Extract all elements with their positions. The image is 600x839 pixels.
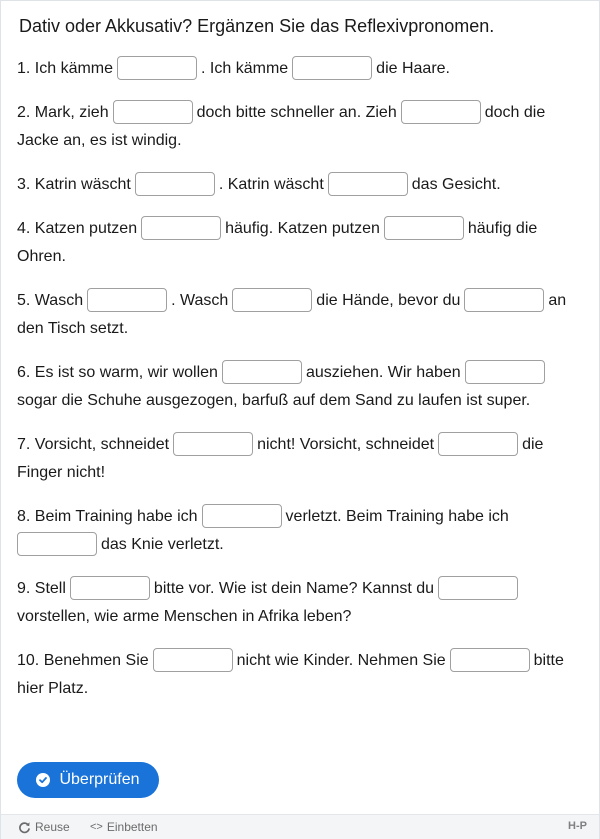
embed-button[interactable] <box>90 820 158 834</box>
question-text: 8. Beim Training habe ich <box>17 508 198 525</box>
answer-input[interactable] <box>222 360 302 384</box>
answer-input[interactable] <box>328 172 408 196</box>
answer-input[interactable] <box>135 172 215 196</box>
answer-input[interactable] <box>173 432 253 456</box>
answer-input[interactable] <box>384 216 464 240</box>
question-text: das Gesicht. <box>411 176 501 193</box>
question-text: doch die Jacke an, es ist windig. <box>17 104 546 149</box>
question-text: bitte vor. Wie ist dein Name? Kannst du <box>153 580 435 597</box>
answer-input[interactable] <box>70 576 150 600</box>
question-text: 7. Vorsicht, schneidet <box>17 436 170 453</box>
question-text: . Katrin wäscht <box>218 176 324 193</box>
reuse-icon <box>18 821 31 834</box>
question-text: an den Tisch setzt. <box>17 292 567 337</box>
question-text: nicht wie Kinder. Nehmen Sie <box>236 652 446 669</box>
question-text: 10. Benehmen Sie <box>17 652 149 669</box>
check-circle-icon <box>36 773 50 787</box>
check-button[interactable] <box>17 762 159 798</box>
question-text: verletzt. Beim Training habe ich <box>285 508 509 525</box>
question-1 <box>17 55 583 83</box>
question-text: häufig. Katzen putzen <box>225 220 380 237</box>
question-6 <box>17 359 583 415</box>
question-text: vorstellen, wie arme Menschen in Afrika leben? <box>17 608 352 625</box>
answer-input[interactable] <box>438 576 518 600</box>
answer-input[interactable] <box>438 432 518 456</box>
answer-input[interactable] <box>141 216 221 240</box>
answer-input[interactable] <box>202 504 282 528</box>
question-text: die Hände, bevor du <box>316 292 461 309</box>
answer-input[interactable] <box>401 100 481 124</box>
question-text: . Wasch <box>171 292 229 309</box>
question-text: bitte hier Platz. <box>17 652 564 697</box>
question-text: 6. Es ist so warm, wir wollen <box>17 364 218 381</box>
question-text: sogar die Schuhe ausgezogen, barfuß auf dem Sand zu laufen ist super. <box>17 392 531 409</box>
question-5 <box>17 287 583 343</box>
embed-label: Einbetten <box>106 820 158 834</box>
footer-bar <box>1 814 599 839</box>
code-icon: <> <box>90 821 103 833</box>
answer-input[interactable] <box>464 288 544 312</box>
question-text: 2. Mark, zieh <box>17 104 109 121</box>
question-4 <box>17 215 583 271</box>
answer-input[interactable] <box>117 56 197 80</box>
question-text: das Knie verletzt. <box>101 536 224 553</box>
question-text: 9. Stell <box>17 580 66 597</box>
answer-input[interactable] <box>292 56 372 80</box>
h5p-logo[interactable]: H-P <box>568 820 587 832</box>
answer-input[interactable] <box>450 648 530 672</box>
task-title: Dativ oder Akkusativ? Ergänzen Sie das Reflexivpronomen. <box>19 16 495 36</box>
question-text: 1. Ich kämme <box>17 60 114 77</box>
question-text: 5. Wasch <box>17 292 84 309</box>
answer-input[interactable] <box>87 288 167 312</box>
question-7 <box>17 431 583 487</box>
question-2 <box>17 99 583 155</box>
answer-input[interactable] <box>153 648 233 672</box>
question-text: die Haare. <box>376 60 450 77</box>
check-button-label: Überprüfen <box>59 771 140 788</box>
question-9 <box>17 575 583 631</box>
answer-input[interactable] <box>232 288 312 312</box>
question-text: . Ich kämme <box>201 60 289 77</box>
question-text: nicht! Vorsicht, schneidet <box>257 436 435 453</box>
question-text: die Finger nicht! <box>17 436 544 481</box>
question-3 <box>17 171 583 199</box>
question-text: häufig die Ohren. <box>17 220 538 265</box>
reuse-label: Reuse <box>35 820 70 834</box>
question-text: ausziehen. Wir haben <box>305 364 461 381</box>
answer-input[interactable] <box>113 100 193 124</box>
question-8 <box>17 503 583 559</box>
question-10 <box>17 647 583 703</box>
question-list <box>17 55 583 719</box>
reuse-button[interactable] <box>18 820 70 834</box>
answer-input[interactable] <box>17 532 97 556</box>
answer-input[interactable] <box>465 360 545 384</box>
question-text: 4. Katzen putzen <box>17 220 138 237</box>
question-text: 3. Katrin wäscht <box>17 176 131 193</box>
question-text: doch bitte schneller an. Zieh <box>196 104 397 121</box>
